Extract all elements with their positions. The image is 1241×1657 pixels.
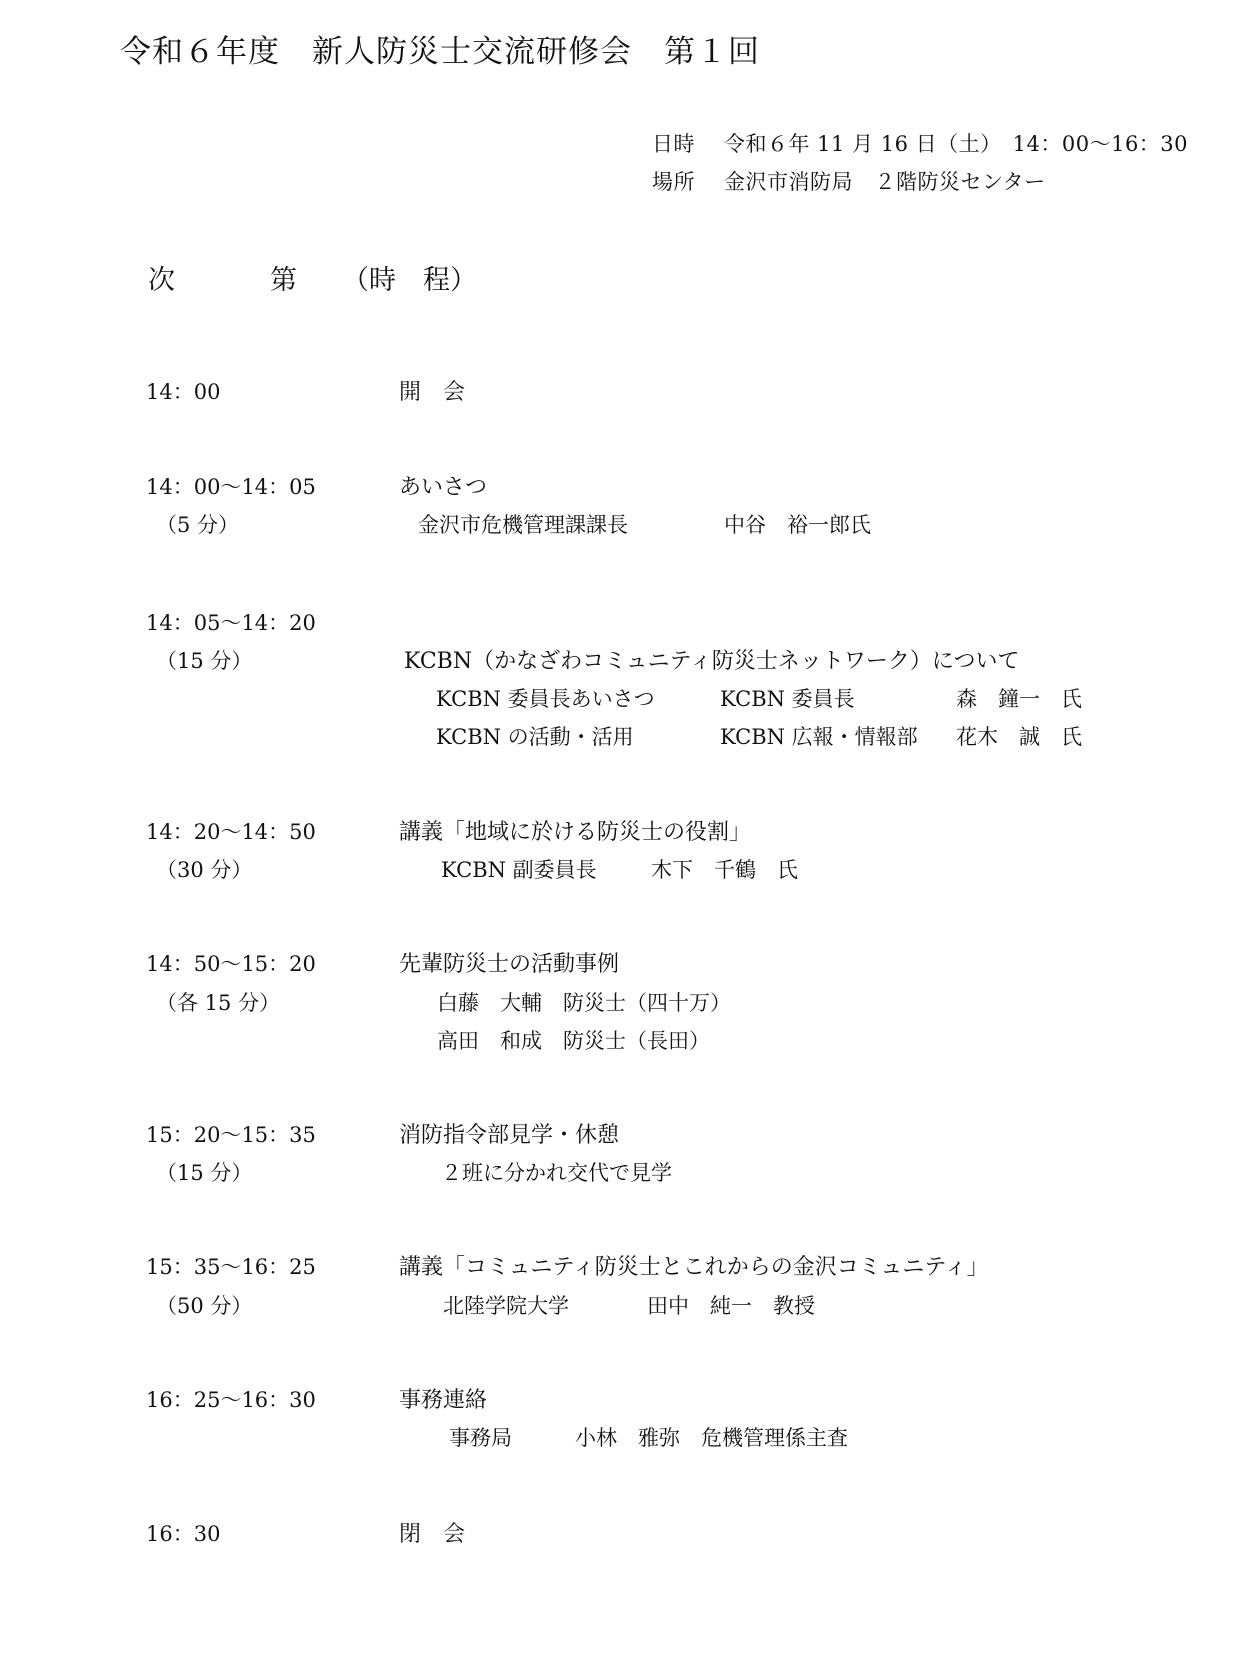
schedule-detail-line xyxy=(443,1290,815,1320)
schedule-title: 講義「地域に於ける防災士の役割」 xyxy=(399,820,752,845)
schedule-detail-line: 白藤 大輔 防災士（四十万） xyxy=(437,991,731,1015)
schedule-duration: （各 15 分） xyxy=(156,991,281,1015)
detail-person: 田中 純一 教授 xyxy=(647,1294,815,1318)
schedule-time: 16：25〜16：30 xyxy=(146,1388,316,1412)
datetime-label: 日時 xyxy=(652,132,695,156)
place-value: 金沢市消防局 ２階防災センター xyxy=(724,170,1046,194)
schedule-duration: （15 分） xyxy=(156,1161,253,1185)
schedule-time: 14：05〜14：20 xyxy=(146,611,316,635)
schedule-detail-line xyxy=(441,854,798,884)
detail-role: KCBN 広報・情報部 xyxy=(720,725,918,749)
schedule-time: 14：20〜14：50 xyxy=(146,820,316,844)
schedule-duration: （30 分） xyxy=(156,858,253,882)
schedule-detail-line: 高田 和成 防災士（長田） xyxy=(437,1029,710,1053)
detail-role: KCBN 副委員長 xyxy=(441,858,597,882)
schedule-time: 15：35〜16：25 xyxy=(146,1255,316,1279)
schedule-title: KCBN（かなざわコミュニティ防災士ネットワーク）について xyxy=(404,649,1020,674)
place-label: 場所 xyxy=(652,170,695,194)
schedule-detail-line xyxy=(436,721,1082,751)
schedule-title: あいさつ xyxy=(399,475,488,500)
schedule-time: 15：20〜15：35 xyxy=(146,1123,316,1147)
schedule-time: 14：00〜14：05 xyxy=(146,475,316,499)
detail-role: KCBN 委員長 xyxy=(720,687,855,711)
schedule-title: 閉 会 xyxy=(399,1522,466,1547)
schedule-duration: （15 分） xyxy=(156,649,253,673)
datetime-value: 令和６年 11 月 16 日（土） 14：00〜16：30 xyxy=(724,132,1189,156)
schedule-title: 先輩防災士の活動事例 xyxy=(399,952,620,977)
detail-person: 小林 雅弥 危機管理係主査 xyxy=(575,1426,848,1450)
schedule-time: 14：50〜15：20 xyxy=(146,952,316,976)
schedule-time: 14：00 xyxy=(146,380,221,404)
detail-person: 花木 誠 氏 xyxy=(956,725,1082,749)
detail-person: 中谷 裕一郎氏 xyxy=(724,513,871,537)
schedule-detail-line: ２班に分かれ交代で見学 xyxy=(441,1161,672,1185)
schedule-duration: （50 分） xyxy=(156,1294,253,1318)
detail-role: 金沢市危機管理課課長 xyxy=(418,513,628,537)
schedule-duration: （5 分） xyxy=(156,513,240,537)
section-heading-part2: 第 xyxy=(270,265,297,296)
detail-org: 北陸学院大学 xyxy=(443,1294,569,1318)
schedule-title: 消防指令部見学・休憩 xyxy=(399,1123,620,1148)
section-heading xyxy=(148,258,477,297)
detail-person: 森 鐘一 氏 xyxy=(956,687,1082,711)
section-heading-part1: 次 xyxy=(148,265,175,296)
meta-datetime xyxy=(652,128,1188,158)
schedule-title: 事務連絡 xyxy=(399,1388,488,1413)
schedule-detail-line xyxy=(418,509,871,539)
meta-place xyxy=(652,166,1046,196)
detail-item: KCBN の活動・活用 xyxy=(436,725,634,749)
section-heading-part3: （時 程） xyxy=(342,265,477,296)
detail-item: KCBN 委員長あいさつ xyxy=(436,687,655,711)
schedule-time: 16：30 xyxy=(146,1522,221,1546)
document-title: 令和６年度 新人防災士交流研修会 第１回 xyxy=(120,34,760,70)
schedule-detail-line xyxy=(449,1422,848,1452)
schedule-title: 講義「コミュニティ防災士とこれからの金沢コミュニティ」 xyxy=(399,1255,989,1280)
detail-person: 木下 千鶴 氏 xyxy=(651,858,798,882)
schedule-title: 開 会 xyxy=(399,380,466,405)
detail-org: 事務局 xyxy=(449,1426,512,1450)
schedule-detail-line xyxy=(436,683,1082,713)
